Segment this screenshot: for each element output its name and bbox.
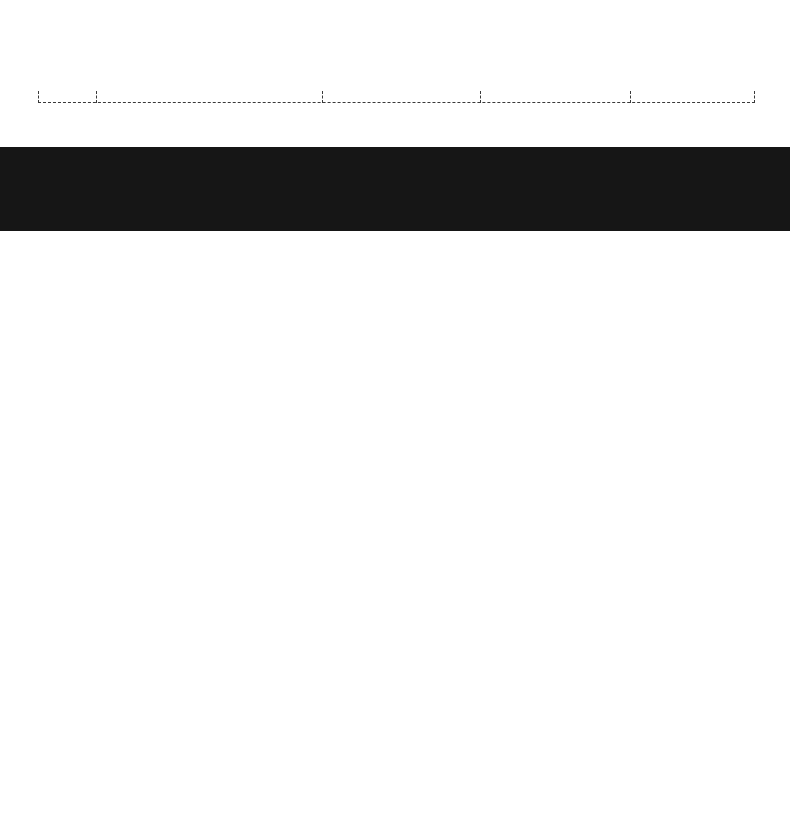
table-divider <box>38 91 39 103</box>
size-chart-top-border <box>38 80 755 102</box>
size-chart <box>38 80 755 103</box>
table-divider <box>480 91 481 103</box>
care-instructions <box>0 147 790 231</box>
table-divider <box>96 91 97 103</box>
size-chart-bottom-border <box>38 102 755 103</box>
table-divider <box>630 91 631 103</box>
brand-logo <box>0 0 790 18</box>
table-divider <box>322 91 323 103</box>
table-divider <box>754 91 755 103</box>
